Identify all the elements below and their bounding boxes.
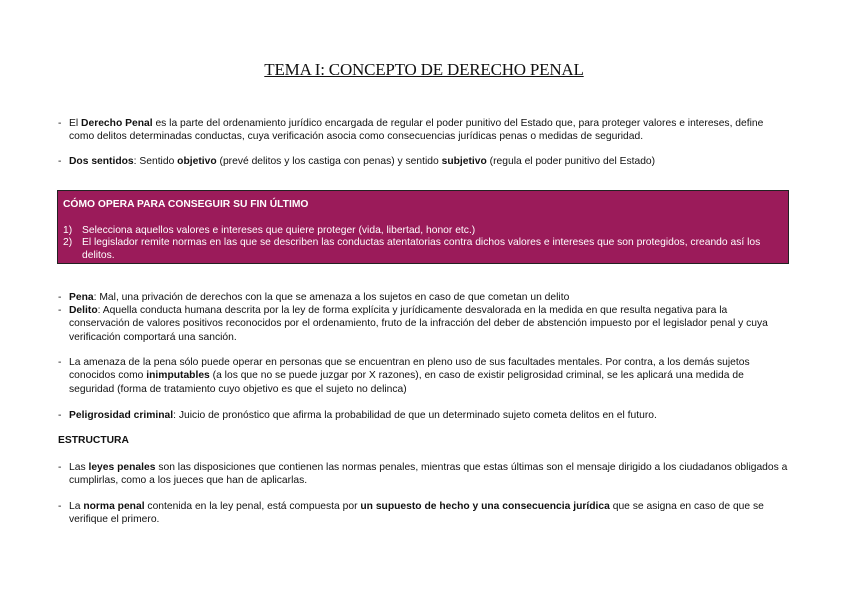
paragraph-leyes-penales: - Las leyes penales son las disposiciones que contienen las normas penales, mientras que estas últimas son el mensaje dirigido a los ciudadanos obligados a cumplirlas, como a los jueces que han de aplicarlas. bbox=[58, 462, 788, 487]
term-dos-sentidos: Dos sentidos bbox=[69, 156, 134, 167]
paragraph-pena: - Pena: Mal, una privación de derechos con la que se amenaza a los sujetos en caso de que cometan un delito bbox=[58, 292, 570, 303]
bullet-dash: - bbox=[58, 410, 62, 421]
page-title: TEMA I: CONCEPTO DE DERECHO PENAL bbox=[264, 60, 584, 79]
box-heading: CÓMO OPERA PARA CONSEGUIR SU FIN ÚLTIMO bbox=[63, 199, 309, 210]
term-inimputables: inimputables bbox=[146, 370, 210, 382]
bullet-dash: - bbox=[58, 501, 62, 512]
bullet-dash: - bbox=[58, 305, 62, 316]
term-supuesto-consecuencia: un supuesto de hecho y una consecuencia jurídica bbox=[360, 501, 610, 512]
term-objetivo: objetivo bbox=[177, 156, 217, 167]
paragraph-norma-penal: - La norma penal contenida en la ley penal, está compuesta por un supuesto de hecho y una consecuencia jurídica que se asigna en caso de que se verifique el primero. bbox=[58, 501, 764, 526]
term-leyes-penales: leyes penales bbox=[88, 462, 156, 473]
list-number: 1) bbox=[63, 225, 73, 236]
section-heading-estructura: ESTRUCTURA bbox=[58, 435, 129, 446]
paragraph-delito: - Delito: Aquella conducta humana descrita por la ley de forma explícita y jurídicamente desvalorada en la medida en que resulta negativa para la conservación de valores positivos reconocidos por el ordenamiento, fruto de la infracción del deber de abstención impuesto por el legislador penal y cuya verificación comportará una sanción. bbox=[58, 305, 768, 343]
list-number: 2) bbox=[63, 237, 73, 248]
box-list-item: 2) El legislador remite normas en las que se describen las conductas atentatorias contra dichos valores e intereses que son protegidos, creando así los delitos. bbox=[63, 237, 761, 261]
bullet-dash: - bbox=[58, 118, 62, 129]
bullet-dash: - bbox=[58, 462, 62, 473]
paragraph-peligrosidad: - Peligrosidad criminal: Juicio de pronóstico que afirma la probabilidad de que un determinado sujeto cometa delitos en el futuro. bbox=[58, 410, 657, 421]
paragraph-inimputables: - La amenaza de la pena sólo puede operar en personas que se encuentran en pleno uso de sus facultades mentales. Por contra, a los demás sujetos conocidos como inimputables (a los que no se puede juzgar por X razones), en caso de existir peligrosidad criminal, se les aplicará una medida de seguridad (forma de tratamiento cuyo objetivo es que el sujeto no delinca) bbox=[58, 357, 750, 395]
term-pena: Pena bbox=[69, 292, 94, 303]
paragraph-dos-sentidos: - Dos sentidos: Sentido objetivo (prevé delitos y los castiga con penas) y sentido subjetivo (regula el poder punitivo del Estado) bbox=[58, 156, 656, 167]
term-peligrosidad-criminal: Peligrosidad criminal bbox=[69, 410, 174, 421]
term-subjetivo: subjetivo bbox=[441, 156, 487, 167]
bullet-dash: - bbox=[58, 357, 62, 368]
bullet-dash: - bbox=[58, 156, 62, 167]
highlight-box bbox=[57, 190, 789, 264]
term-derecho-penal: Derecho Penal bbox=[81, 118, 153, 129]
bullet-dash: - bbox=[58, 292, 62, 303]
term-delito: Delito bbox=[69, 305, 98, 316]
paragraph-derecho-penal: - El Derecho Penal es la parte del ordenamiento jurídico encargada de regular el poder punitivo del Estado que, para proteger valores e intereses, define como delitos determinadas conductas, cuya verificación asocia como consecuencias jurídicas penas o medidas de seguridad. bbox=[58, 118, 764, 143]
term-norma-penal: norma penal bbox=[83, 501, 145, 512]
box-list-item: 1) Selecciona aquellos valores e intereses que quiere proteger (vida, libertad, honor etc.) bbox=[63, 225, 476, 236]
